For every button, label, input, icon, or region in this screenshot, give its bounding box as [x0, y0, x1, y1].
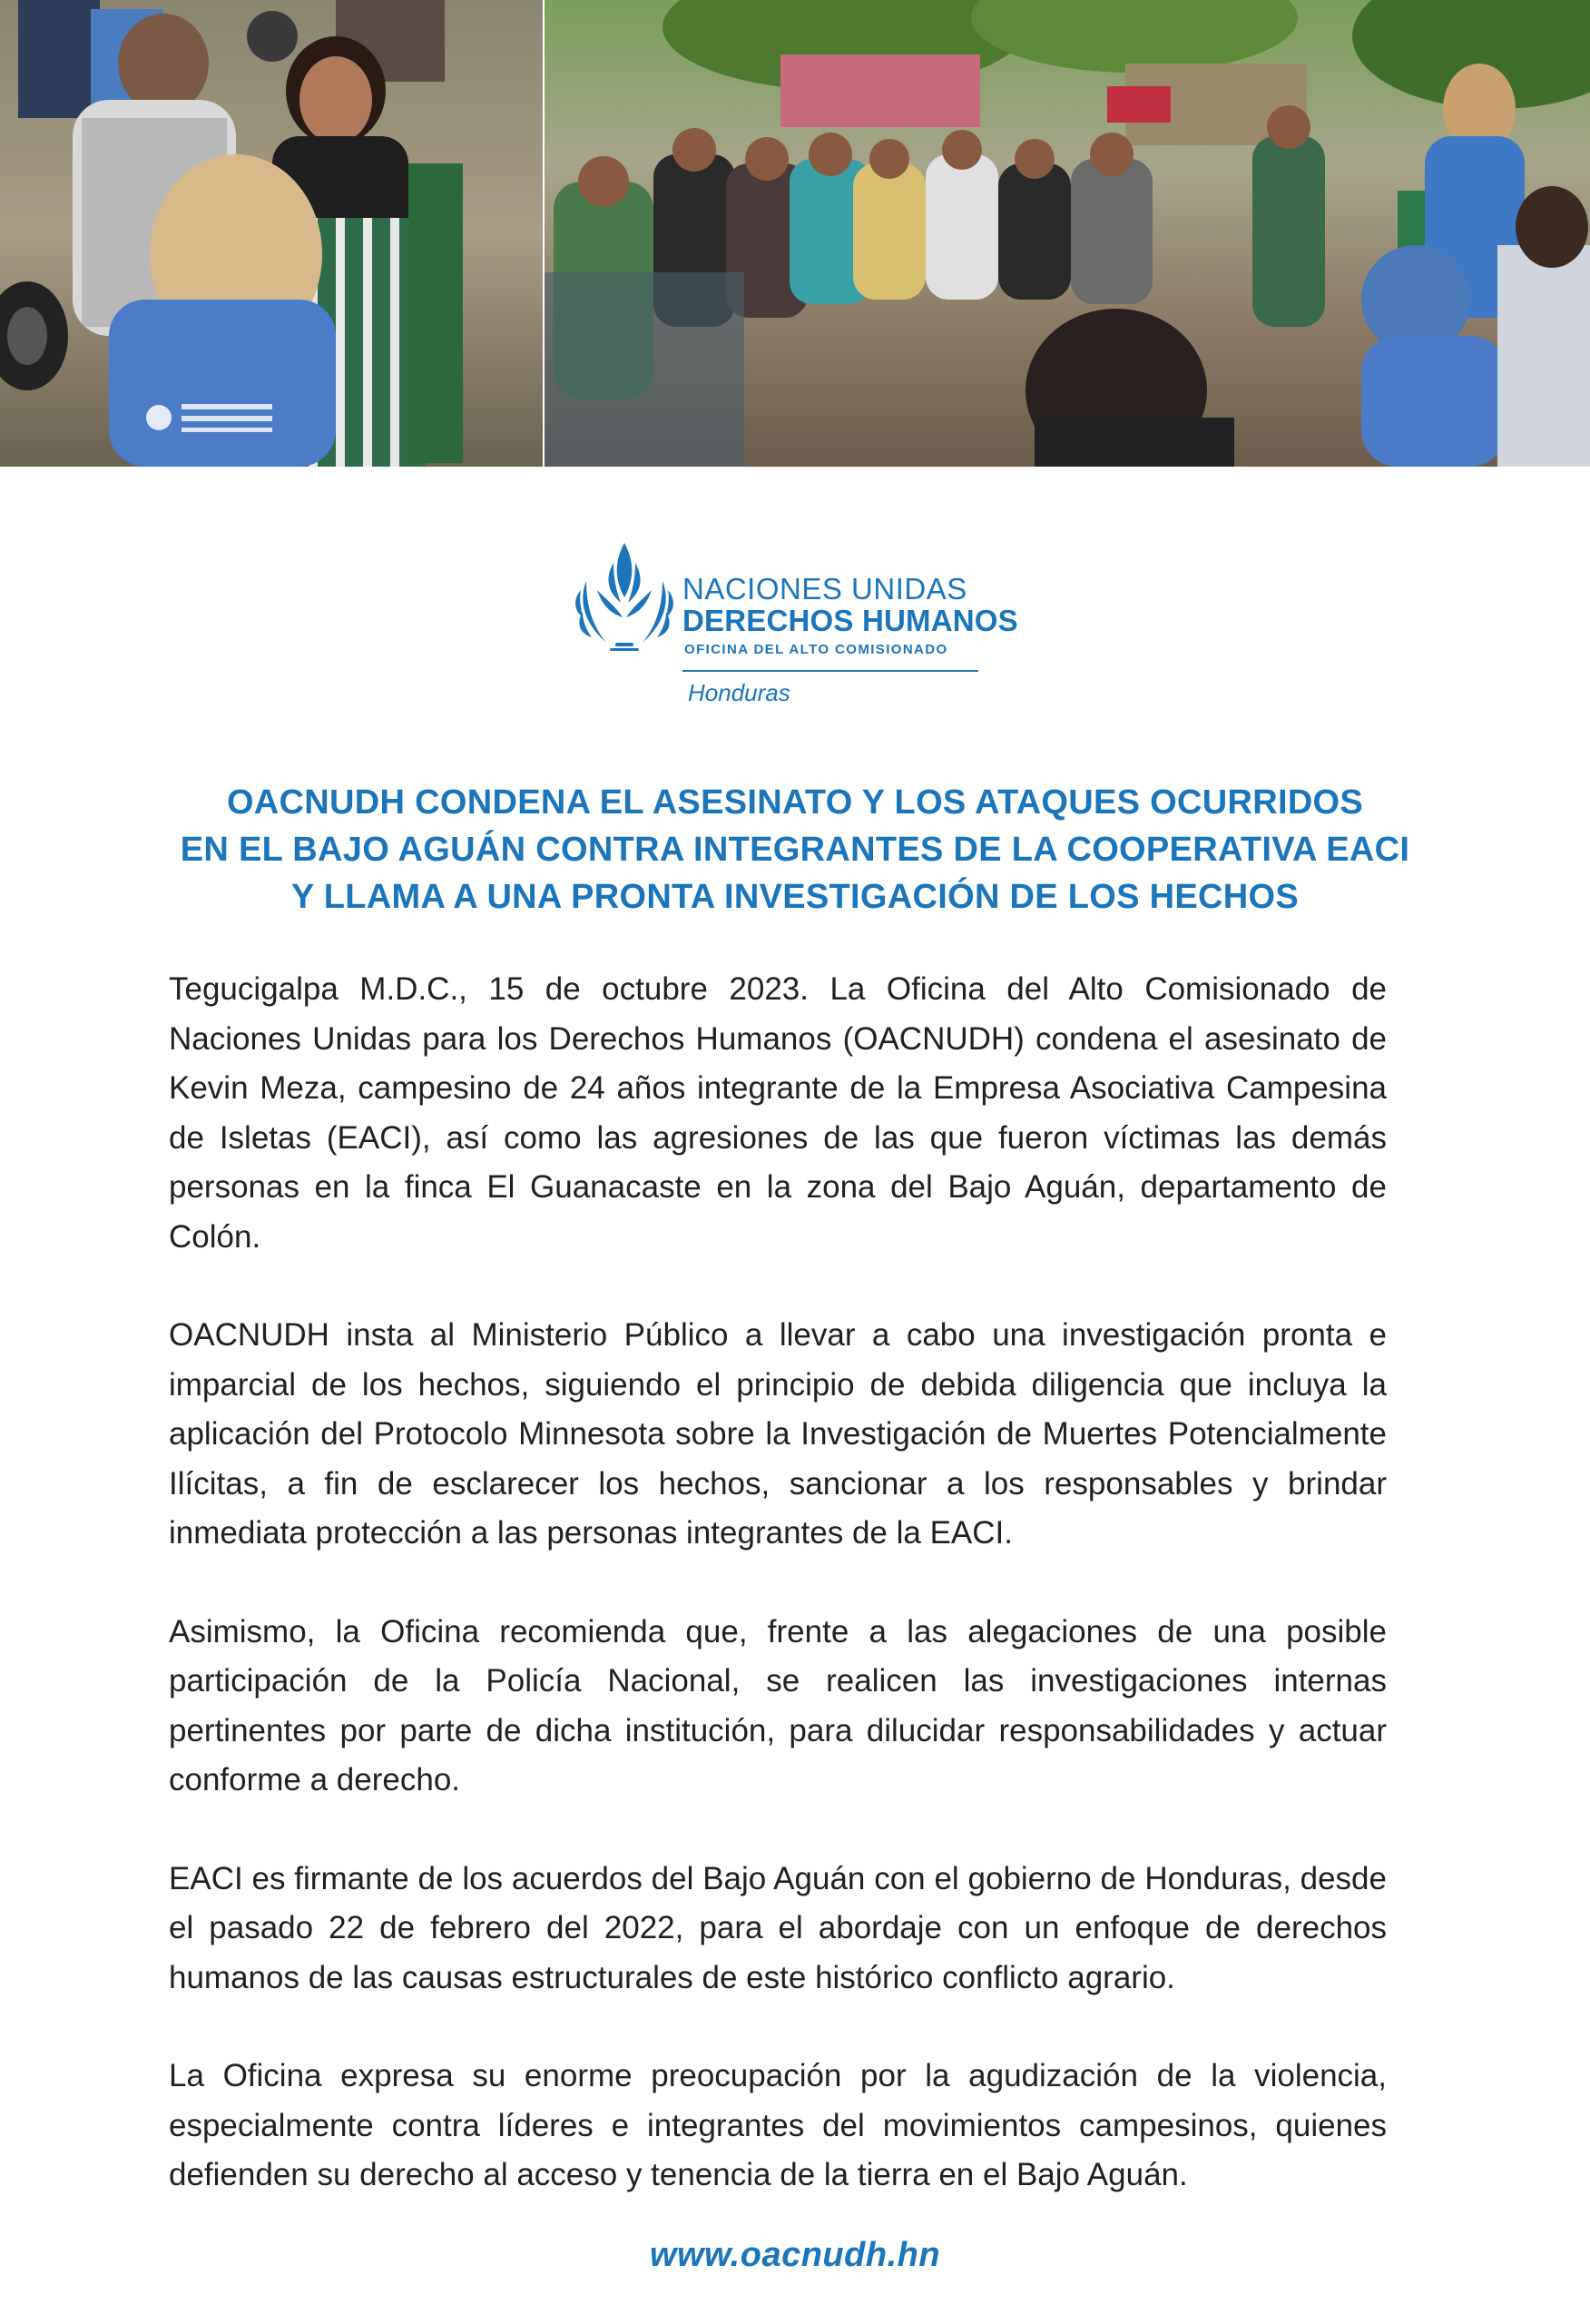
press-release-body — [169, 965, 1387, 2250]
logo-divider — [682, 670, 978, 672]
paragraph-3: Asimismo, la Oficina recomienda que, frente a las alegaciones de una posible participación de la Policía Nacional, se realicen las investigaciones internas pertinentes por parte de dicha institución, para dilucidar responsabilidades y actuar conforme a derecho. — [169, 1613, 1387, 1797]
logo-line-naciones-unidas: NACIONES UNIDAS — [682, 572, 967, 606]
photo-community-consultation — [0, 0, 543, 467]
photo-community-meeting — [545, 0, 1590, 467]
un-human-rights-flame-laurel-icon — [570, 536, 679, 663]
paragraph-1: Tegucigalpa M.D.C., 15 de octubre 2023. La Oficina del Alto Comisionado de Naciones Unidas para los Derechos Humanos (OACNUDH) condena el asesinato de Kevin Meza, campesino de 24 años integrante de la Empresa Asociativa Campesina de Isletas (EACI), así como las agresiones de las que fueron víctimas las demás personas en la finca El Guanacaste en la zona del Bajo Aguán, departamento de Colón. — [169, 971, 1387, 1255]
un-human-rights-logo — [570, 536, 1024, 717]
logo-country: Honduras — [688, 679, 790, 706]
headline-line-3: Y LLAMA A UNA PRONTA INVESTIGACIÓN DE LOS HECHOS — [290, 878, 1300, 916]
logo-line-oficina: OFICINA DEL ALTO COMISIONADO — [684, 642, 948, 657]
logo-line-derechos-humanos: DERECHOS HUMANOS — [682, 604, 1018, 637]
paragraph-2: OACNUDH insta al Ministerio Público a llevar a cabo una investigación pronta e imparcial de los hechos, siguiendo el principio de debida diligencia que incluya la aplicación del Protocolo Minnesota sobre la Investigación de Muertes Potencialmente Ilícitas, a fin de esclarecer los hechos, sancionar a los responsables y brindar inmediata protección a las personas integrantes de la EACI. — [169, 1317, 1387, 1551]
paragraph-5: La Oficina expresa su enorme preocupación por la agudización de la violencia, especialmente contra líderes e integrantes del movimientos campesinos, quienes defienden su derecho al acceso y tenencia de la tierra en el Bajo Aguán. — [169, 2058, 1387, 2192]
press-release-headline — [136, 779, 1454, 921]
headline-line-1: OACNUDH CONDENA EL ASESINATO Y LOS ATAQUES OCURRIDOS — [226, 783, 1364, 822]
paragraph-4: EACI es firmante de los acuerdos del Bajo Aguán con el gobierno de Honduras, desde el pasado 22 de febrero del 2022, para el abordaje con un enfoque de derechos humanos de las causas estructurales de este histórico conflicto agrario. — [169, 1860, 1387, 1995]
headline-line-2: EN EL BAJO AGUÁN CONTRA INTEGRANTES DE LA COOPERATIVA EACI — [180, 831, 1410, 869]
website-link[interactable]: www.oacnudh.hn — [649, 2236, 941, 2274]
